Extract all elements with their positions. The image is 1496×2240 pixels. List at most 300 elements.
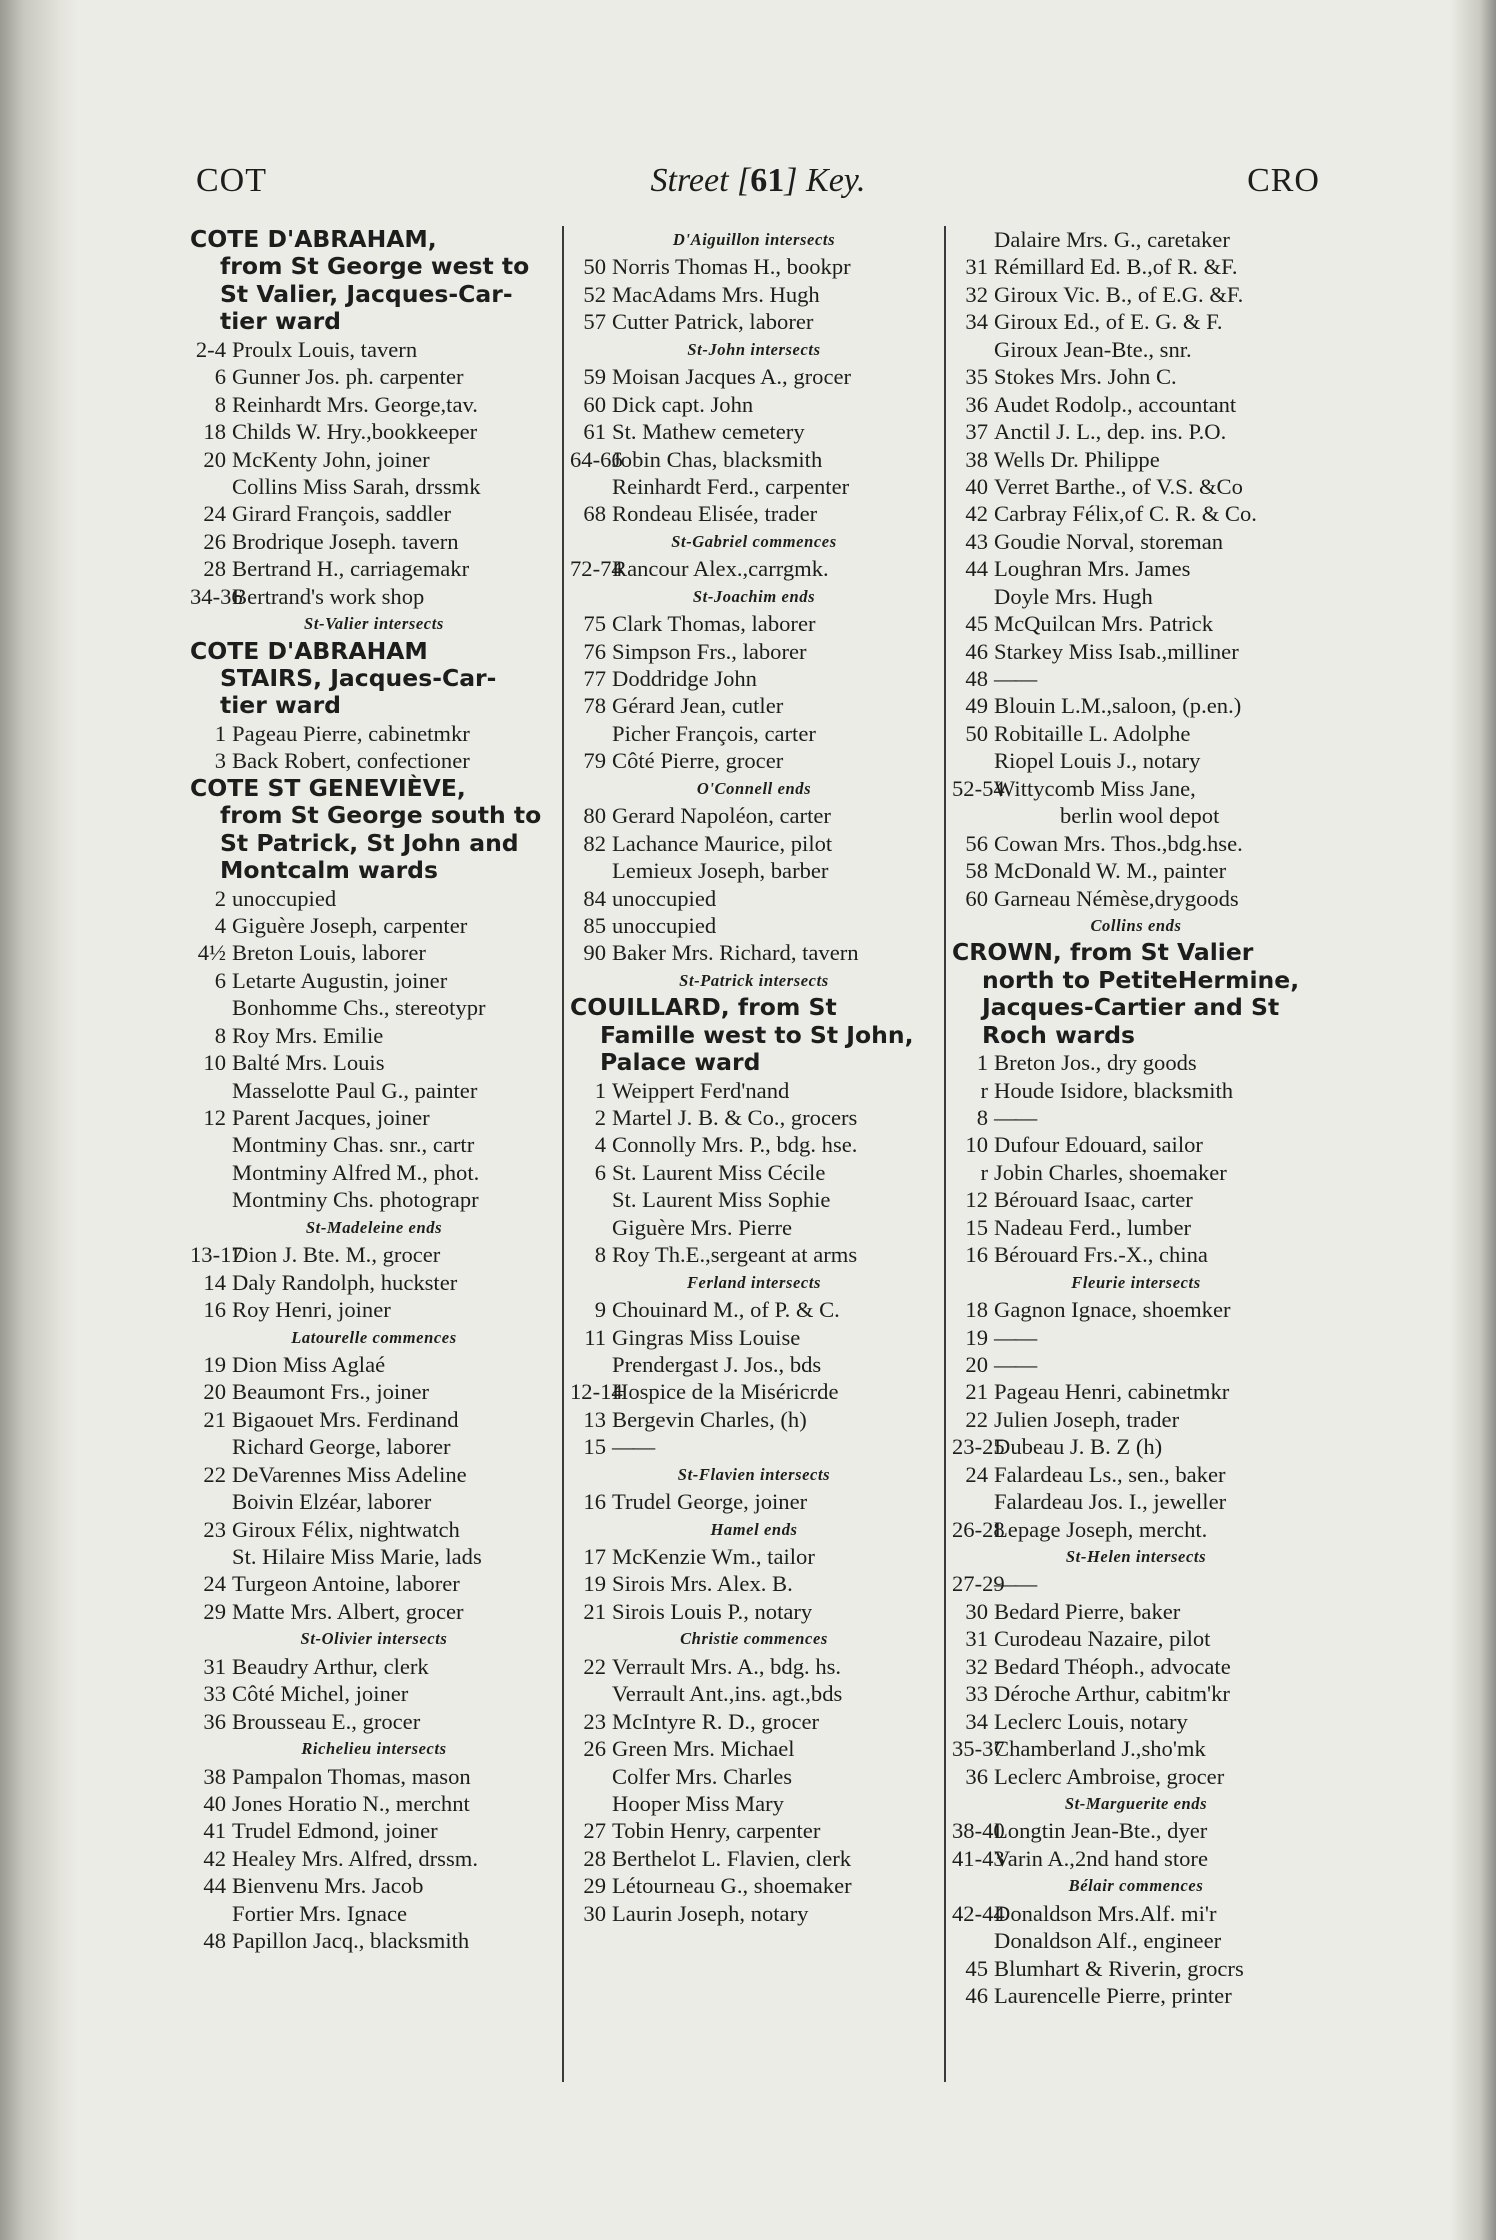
entry-text: Hooper Miss Mary	[612, 1790, 784, 1816]
entry-text: Beaumont Frs., joiner	[232, 1379, 430, 1405]
street-heading-line: from St George west to	[220, 252, 530, 281]
directory-entry	[190, 1543, 558, 1570]
street-heading-line: COUILLARD, from St	[570, 993, 837, 1022]
cross-street-note: St-Madeleine ends	[305, 1217, 443, 1237]
directory-entry	[952, 1159, 1320, 1186]
column-rule	[562, 226, 564, 2082]
street-heading	[190, 638, 558, 720]
entry-text: Montminy Chs. photograpr	[232, 1187, 479, 1213]
entry-text: Lepage Joseph, mercht.	[994, 1516, 1208, 1542]
directory-entry	[570, 1680, 938, 1707]
entry-number: 68	[583, 501, 606, 527]
entry-number: 24	[965, 1461, 988, 1487]
entry-text: St. Laurent Miss Sophie	[612, 1187, 831, 1213]
entry-number: 64-66	[570, 446, 623, 472]
entry-text: Bertrand H., carriagemakr	[232, 556, 470, 582]
entry-number: 12	[965, 1187, 988, 1213]
directory-entry	[952, 1653, 1320, 1680]
entry-number: 34	[965, 309, 988, 335]
entry-number: 20	[203, 1379, 226, 1405]
entry-number: 34	[965, 1708, 988, 1734]
column-2	[570, 226, 938, 2082]
entry-text: Cowan Mrs. Thos.,bdg.hse.	[994, 830, 1243, 856]
entry-text: Parent Jacques, joiner	[232, 1105, 430, 1130]
entry-number: 45	[965, 611, 988, 637]
entry-text: ——	[994, 1105, 1036, 1130]
directory-entry	[952, 1433, 1320, 1460]
entry-text: Anctil J. L., dep. ins. P.O.	[994, 419, 1227, 445]
entry-text: Bergevin Charles, (h)	[612, 1406, 807, 1432]
entry-number: 34-36	[190, 583, 243, 609]
directory-entry	[570, 418, 938, 445]
street-heading-line: CROWN, from St Valier	[952, 938, 1254, 967]
directory-entry	[570, 1598, 938, 1625]
directory-entry	[570, 830, 938, 857]
directory-entry	[570, 1433, 938, 1460]
directory-entry	[952, 1488, 1320, 1515]
directory-entry	[570, 1214, 938, 1241]
directory-entry	[190, 720, 558, 747]
column-rule	[944, 226, 946, 2082]
entry-text: Daly Randolph, huckster	[232, 1269, 458, 1295]
entry-text: Carbray Félix,of C. R. & Co.	[994, 501, 1257, 527]
entry-text: Balté Mrs. Louis	[232, 1050, 385, 1076]
directory-entry	[952, 665, 1320, 692]
entry-text: Reinhardt Mrs. George,tav.	[232, 391, 478, 417]
entry-text: Gagnon Ignace, shoemker	[994, 1297, 1231, 1323]
entry-text: Donaldson Mrs.Alf. mi'r	[994, 1900, 1217, 1926]
entry-number: 40	[965, 473, 988, 499]
header-left-key: COT	[196, 162, 267, 199]
entry-number: 76	[583, 638, 606, 664]
entry-number: 85	[583, 912, 606, 938]
entry-text: Weippert Ferd'nand	[612, 1077, 790, 1103]
entry-number: 27-29	[952, 1571, 1005, 1597]
entry-text: Laurencelle Pierre, printer	[994, 1983, 1232, 2008]
directory-entry	[190, 1269, 558, 1296]
entry-number: 72-74	[570, 556, 623, 582]
entry-text: Turgeon Antoine, laborer	[232, 1571, 460, 1597]
entry-text: Letarte Augustin, joiner	[232, 967, 448, 993]
entry-number: 19	[965, 1324, 988, 1350]
directory-entry	[190, 1406, 558, 1433]
directory-entry	[952, 1735, 1320, 1762]
cross-street-note: Fleurie intersects	[1071, 1272, 1201, 1292]
entry-text: Breton Jos., dry goods	[994, 1050, 1197, 1076]
header-title-pre: Street [	[650, 162, 751, 199]
directory-entry	[570, 1159, 938, 1186]
street-heading-line: St Valier, Jacques-Car-	[220, 279, 513, 308]
directory-entry	[190, 1351, 558, 1378]
entry-text: Bonhomme Chs., stereotypr	[232, 995, 486, 1021]
directory-entry	[952, 885, 1320, 912]
directory-entry	[190, 912, 558, 939]
entry-number: 80	[583, 803, 606, 829]
entry-text: unoccupied	[612, 912, 717, 938]
cross-street-note: St-Helen intersects	[1065, 1547, 1207, 1566]
directory-entry	[952, 1077, 1320, 1104]
directory-entry	[952, 1708, 1320, 1735]
entry-number: 10	[203, 1050, 226, 1076]
directory-entry	[570, 1488, 938, 1515]
directory-entry	[190, 1296, 558, 1323]
entry-text: Varin A.,2nd hand store	[994, 1845, 1208, 1871]
directory-entry	[952, 1955, 1320, 1982]
entry-number: 22	[965, 1406, 988, 1432]
entry-number: 79	[583, 748, 606, 774]
directory-entry	[952, 1214, 1320, 1241]
entry-text: Donaldson Alf., engineer	[994, 1928, 1222, 1954]
entry-number: 33	[203, 1681, 226, 1707]
entry-text: Simpson Frs., laborer	[612, 638, 807, 664]
directory-entry	[190, 1378, 558, 1405]
entry-number: 12-14	[570, 1379, 623, 1405]
entry-text: Collins Miss Sarah, drssmk	[232, 473, 481, 499]
entry-number: 24	[203, 1571, 226, 1597]
entry-text: Brodrique Joseph. tavern	[232, 528, 459, 554]
entry-text: Létourneau G., shoemaker	[612, 1873, 852, 1899]
entry-text: Curodeau Nazaire, pilot	[994, 1626, 1211, 1652]
directory-entry	[570, 363, 938, 390]
entry-number: 60	[583, 391, 606, 417]
street-heading-line: COTE D'ABRAHAM,	[190, 225, 437, 253]
entry-number: 11	[584, 1324, 606, 1350]
directory-entry	[570, 1817, 938, 1844]
entry-text: Lemieux Joseph, barber	[612, 858, 829, 884]
directory-entry	[570, 281, 938, 308]
entry-number: 13-17	[190, 1242, 243, 1268]
entry-text: Hospice de la Miséricrde	[612, 1379, 839, 1405]
cross-street-note: St-Olivier intersects	[300, 1629, 448, 1649]
entry-number: 19	[203, 1351, 226, 1377]
directory-entry	[190, 939, 558, 966]
directory-entry	[190, 1927, 558, 1954]
entry-text: Lachance Maurice, pilot	[612, 830, 833, 856]
entry-number: 44	[203, 1873, 226, 1899]
directory-entry	[570, 555, 938, 582]
entry-number: 52-54	[952, 775, 1005, 801]
directory-entry	[190, 994, 558, 1021]
street-heading-line: north to PetiteHermine,	[982, 965, 1300, 994]
entry-text: Pampalon Thomas, mason	[232, 1763, 471, 1789]
entry-number: 12	[203, 1105, 226, 1130]
entry-number: 31	[203, 1653, 226, 1679]
directory-entry	[952, 473, 1320, 500]
entry-number: 42	[965, 501, 988, 527]
entry-number: 27	[583, 1818, 606, 1844]
entry-text: Gérard Jean, cutler	[612, 693, 784, 719]
entry-text: berlin wool depot	[1060, 803, 1220, 829]
entry-text: Connolly Mrs. P., bdg. hse.	[612, 1132, 858, 1158]
entry-text: Houde Isidore, blacksmith	[994, 1077, 1234, 1103]
entry-number: 26	[583, 1736, 606, 1762]
directory-entry	[570, 1708, 938, 1735]
entry-text: Bérouard Isaac, carter	[994, 1187, 1193, 1213]
directory-entry	[952, 253, 1320, 280]
entry-text: DeVarennes Miss Adeline	[232, 1461, 467, 1487]
entry-number: 2	[594, 1105, 606, 1130]
directory-entry	[952, 775, 1320, 802]
entry-number: 45	[965, 1955, 988, 1981]
entry-number: 2	[214, 885, 226, 911]
entry-number: 1	[214, 720, 226, 746]
entry-number: 14	[203, 1269, 226, 1295]
entry-number: 22	[583, 1653, 606, 1679]
directory-entry	[190, 555, 558, 582]
entry-text: Pageau Henri, cabinetmkr	[994, 1379, 1230, 1405]
entry-number: 10	[965, 1132, 988, 1158]
street-heading-line: COTE ST GENEVIÈVE,	[190, 773, 466, 802]
directory-entry	[952, 1982, 1320, 2009]
directory-entry	[190, 1049, 558, 1076]
directory-entry	[570, 473, 938, 500]
directory-entry	[952, 583, 1320, 610]
entry-number: 20	[203, 446, 226, 472]
directory-entry	[570, 1735, 938, 1762]
entry-text: unoccupied	[232, 885, 337, 911]
entry-number: 61	[583, 419, 606, 445]
entry-text: St. Laurent Miss Cécile	[612, 1159, 826, 1185]
entry-number: 15	[965, 1214, 988, 1240]
entry-text: Sirois Louis P., notary	[612, 1598, 813, 1624]
street-heading-line: tier ward	[220, 691, 341, 720]
cross-street-note: O'Connell ends	[696, 778, 812, 798]
street-heading	[190, 226, 558, 336]
entry-number: 8	[976, 1105, 988, 1130]
directory-entry	[952, 1461, 1320, 1488]
cross-street-note: St-Joachim ends	[692, 586, 816, 606]
entry-text: St. Mathew cemetery	[612, 419, 805, 445]
directory-entry	[570, 500, 938, 527]
directory-entry	[570, 1131, 938, 1158]
entry-number: 36	[965, 1763, 988, 1789]
entry-number: 32	[965, 1653, 988, 1679]
entry-number: 31	[965, 1626, 988, 1652]
directory-entry	[190, 1077, 558, 1104]
directory-entry	[190, 1763, 558, 1790]
directory-entry	[190, 1790, 558, 1817]
entry-number: 6	[214, 967, 226, 993]
entry-text: Girard François, saddler	[232, 501, 451, 527]
directory-entry	[952, 500, 1320, 527]
entry-number: 8	[214, 391, 226, 417]
entry-number: 78	[583, 693, 606, 719]
entry-number: 48	[203, 1928, 226, 1954]
entry-number: 4½	[197, 940, 226, 966]
entry-number: 24	[203, 501, 226, 527]
entry-number: 23	[203, 1516, 226, 1542]
entry-text: Blouin L.M.,saloon, (p.en.)	[994, 693, 1242, 719]
directory-entry	[952, 1241, 1320, 1268]
entry-number: 44	[965, 556, 988, 582]
entry-number: 35	[965, 364, 988, 390]
entry-text: Chouinard M., of P. & C.	[612, 1297, 840, 1323]
entry-text: Roy Mrs. Emilie	[232, 1022, 384, 1048]
entry-number: 3	[214, 748, 226, 774]
page-edge-shadow	[1450, 0, 1496, 2240]
entry-number: r	[980, 1159, 988, 1185]
entry-number: 60	[965, 885, 988, 911]
entry-text: Jobin Chas, blacksmith	[612, 446, 823, 472]
cross-street-note: Latourelle commences	[291, 1327, 457, 1347]
entry-text: Rancour Alex.,carrgmk.	[612, 556, 829, 582]
entry-text: Bedard Pierre, baker	[994, 1598, 1181, 1624]
entry-number: 26	[203, 528, 226, 554]
directory-entry	[570, 1324, 938, 1351]
entry-text: McQuilcan Mrs. Patrick	[994, 611, 1213, 637]
entry-number: 21	[965, 1379, 988, 1405]
entry-text: Julien Joseph, trader	[994, 1406, 1180, 1432]
directory-entry	[952, 1900, 1320, 1927]
directory-entry	[952, 528, 1320, 555]
entry-text: Bertrand's work shop	[232, 583, 425, 609]
entry-number: 41	[203, 1818, 226, 1844]
entry-number: 46	[965, 638, 988, 664]
entry-number: 18	[203, 419, 226, 445]
entry-text: Verrault Ant.,ins. agt.,bds	[612, 1681, 843, 1707]
street-heading-line: COTE D'ABRAHAM	[190, 636, 428, 665]
entry-number: 4	[594, 1132, 606, 1158]
directory-entry	[570, 1763, 938, 1790]
directory-entry	[190, 1653, 558, 1680]
entry-text: McKenty John, joiner	[232, 446, 430, 472]
entry-number: 31	[965, 254, 988, 280]
page-header	[196, 162, 1320, 212]
directory-entry	[952, 802, 1320, 829]
cross-street-note: St-Patrick intersects	[679, 970, 829, 990]
directory-entry	[190, 1900, 558, 1927]
directory-entry	[952, 610, 1320, 637]
directory-entry	[570, 1104, 938, 1131]
cross-street-note: Ferland intersects	[686, 1272, 822, 1292]
directory-entry	[952, 1817, 1320, 1844]
street-heading	[952, 939, 1320, 1049]
entry-number: 30	[965, 1598, 988, 1624]
entry-text: Jones Horatio N., merchnt	[232, 1790, 470, 1816]
street-heading	[190, 775, 558, 885]
entry-number: 16	[965, 1242, 988, 1268]
directory-entry	[570, 1872, 938, 1899]
directory-entry	[570, 885, 938, 912]
entry-text: Trudel Edmond, joiner	[232, 1818, 438, 1844]
entry-number: 22	[203, 1461, 226, 1487]
entry-number: 36	[203, 1708, 226, 1734]
entry-text: Longtin Jean-Bte., dyer	[994, 1818, 1208, 1844]
entry-number: 50	[965, 720, 988, 746]
directory-entry	[570, 1653, 938, 1680]
entry-text: Leclerc Ambroise, grocer	[994, 1763, 1225, 1789]
street-heading-line: Famille west to St John,	[600, 1020, 914, 1049]
directory-entry	[570, 1406, 938, 1433]
directory-entry	[570, 1790, 938, 1817]
cross-street-note: Collins ends	[1090, 915, 1182, 935]
directory-entry	[952, 363, 1320, 390]
entry-number: 35-37	[952, 1736, 1005, 1762]
directory-entry	[190, 391, 558, 418]
directory-entry	[190, 583, 558, 610]
entry-text: Brousseau E., grocer	[232, 1708, 421, 1734]
directory-entry	[190, 1131, 558, 1158]
entry-text: Giguère Joseph, carpenter	[232, 912, 468, 938]
entry-number: 20	[965, 1351, 988, 1377]
entry-text: Sirois Mrs. Alex. B.	[612, 1571, 793, 1597]
directory-entry	[190, 967, 558, 994]
cross-street-note: Bélair commences	[1068, 1876, 1204, 1896]
entry-number: 13	[583, 1406, 606, 1432]
directory-entry	[190, 747, 558, 774]
directory-entry	[952, 1104, 1320, 1131]
entry-number: 49	[965, 693, 988, 719]
entry-text: Giroux Vic. B., of E.G. &F.	[994, 281, 1244, 307]
entry-text: Dufour Edouard, sailor	[994, 1132, 1203, 1158]
directory-entry	[952, 446, 1320, 473]
entry-number: 40	[203, 1790, 226, 1816]
entry-text: Roy Th.E.,sergeant at arms	[612, 1242, 858, 1268]
entry-text: Papillon Jacq., blacksmith	[232, 1928, 470, 1954]
entry-text: ——	[994, 1351, 1036, 1377]
directory-entry	[570, 1077, 938, 1104]
cross-street-note: St-Marguerite ends	[1064, 1793, 1208, 1813]
directory-entry	[952, 1406, 1320, 1433]
entry-text: ——	[994, 666, 1036, 691]
cross-street-note: St-Valier intersects	[304, 614, 444, 634]
entry-number: 38	[203, 1763, 226, 1789]
entry-text: Matte Mrs. Albert, grocer	[232, 1598, 464, 1624]
directory-entry	[952, 336, 1320, 363]
entry-number: 29	[583, 1873, 606, 1899]
entry-text: Gingras Miss Louise	[612, 1324, 801, 1350]
street-heading-line: Montcalm wards	[220, 856, 438, 885]
entry-number: 48	[965, 666, 988, 691]
entry-number: 75	[583, 611, 606, 637]
entry-text: Baker Mrs. Richard, tavern	[612, 940, 859, 966]
entry-number: 16	[583, 1489, 606, 1515]
entry-number: 41-43	[952, 1845, 1005, 1871]
entry-number: 36	[965, 391, 988, 417]
entry-number: 38	[965, 446, 988, 472]
directory-entry	[952, 1927, 1320, 1954]
entry-text: Moisan Jacques A., grocer	[612, 364, 852, 390]
entry-text: Nadeau Ferd., lumber	[994, 1214, 1192, 1240]
entry-text: Dalaire Mrs. G., caretaker	[994, 227, 1230, 252]
directory-entry	[570, 802, 938, 829]
street-heading-line: tier ward	[220, 307, 341, 336]
directory-entry	[570, 1845, 938, 1872]
directory-entry	[190, 1872, 558, 1899]
entry-number: 56	[965, 830, 988, 856]
directory-entry	[190, 1488, 558, 1515]
entry-text: St. Hilaire Miss Marie, lads	[232, 1544, 482, 1569]
entry-text: Goudie Norval, storeman	[994, 528, 1224, 554]
directory-entry	[190, 1241, 558, 1268]
entry-text: Garneau Némèse,drygoods	[994, 885, 1239, 911]
entry-text: ——	[612, 1434, 654, 1460]
entry-number: 77	[583, 666, 606, 691]
header-title-post: ] Key.	[784, 162, 866, 199]
entry-number: 38-40	[952, 1818, 1005, 1844]
entry-number: 42-44	[952, 1900, 1005, 1926]
cross-street-note: Richelieu intersects	[301, 1739, 447, 1759]
entry-number: 28	[583, 1845, 606, 1871]
cross-street-note: St-Flavien intersects	[677, 1464, 831, 1484]
directory-entry	[952, 830, 1320, 857]
entry-number: 46	[965, 1983, 988, 2008]
directory-entry	[570, 747, 938, 774]
entry-text: unoccupied	[612, 885, 717, 911]
entry-text: Jobin Charles, shoemaker	[994, 1159, 1227, 1185]
entry-number: 50	[583, 254, 606, 280]
cross-street-note: St-John intersects	[687, 339, 821, 359]
